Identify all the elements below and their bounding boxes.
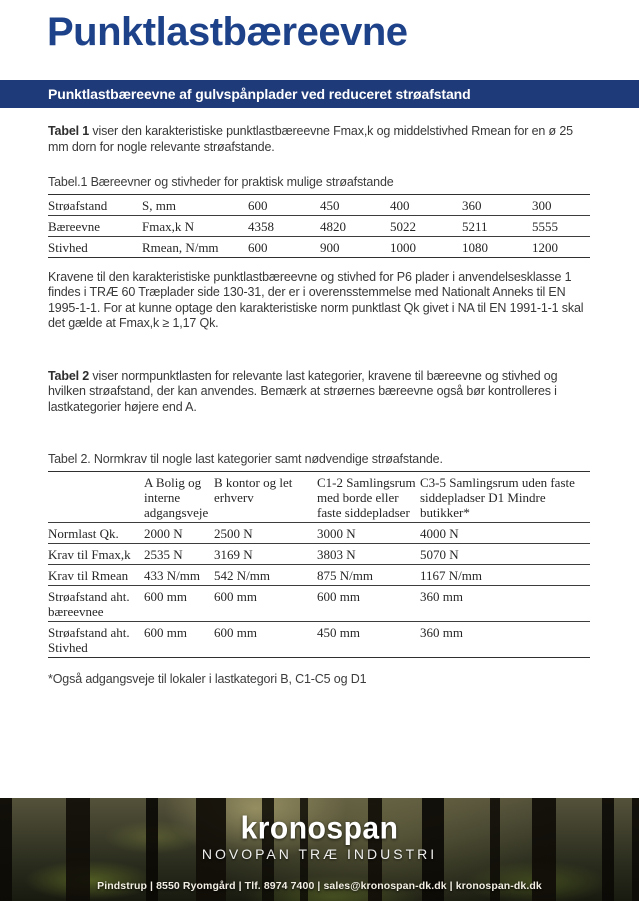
table2-caption: Tabel 2. Normkrav til nogle last kategorier samt nødvendige strøafstande. bbox=[48, 452, 443, 466]
table-cell: 4820 bbox=[320, 215, 390, 236]
table-header-cell: A Bolig og interne adgangsveje bbox=[144, 471, 214, 522]
table-cell: 4000 N bbox=[420, 522, 590, 543]
table-cell: 360 bbox=[462, 194, 532, 215]
table-cell: 2500 N bbox=[214, 522, 317, 543]
table-cell: 5211 bbox=[462, 215, 532, 236]
table-cell: 600 mm bbox=[144, 624, 187, 640]
table-header-cell: B kontor og let erhverv bbox=[214, 471, 317, 522]
table-cell: 4358 bbox=[248, 215, 320, 236]
table-cell: 1200 bbox=[532, 239, 558, 255]
table-header-cell bbox=[48, 471, 144, 522]
document-body bbox=[48, 124, 590, 687]
table-cell: Krav til Fmax,k bbox=[48, 543, 144, 564]
paragraph-tabel2 bbox=[48, 369, 590, 416]
table-cell: 1167 N/mm bbox=[420, 564, 590, 585]
table-cell: 450 bbox=[320, 194, 390, 215]
table-cell: 360 mm bbox=[420, 585, 590, 621]
table-cell: 3169 N bbox=[214, 543, 317, 564]
intro-text: viser den karakteristiske punktlastbæreevne Fmax,k og middelstivhed Rmean for en ø 25 mm dorn for nogle relevante strøafstande. bbox=[48, 124, 573, 154]
table-cell: 600 mm bbox=[214, 585, 317, 621]
table-cell: 600 mm bbox=[144, 585, 214, 621]
table-cell: 3803 N bbox=[317, 543, 420, 564]
table-cell: Strøafstand bbox=[48, 194, 142, 215]
table-cell: 1000 bbox=[390, 239, 416, 255]
table2-footnote: *Også adgangsveje til lokaler i lastkategori B, C1-C5 og D1 bbox=[48, 671, 367, 686]
table-cell: 360 mm bbox=[420, 624, 463, 640]
table-cell: 900 bbox=[320, 239, 340, 255]
table-header-cell: C3-5 Samlingsrum uden faste siddepladser D1 Mindre butikker* bbox=[420, 471, 590, 522]
table-cell: 542 N/mm bbox=[214, 564, 317, 585]
table-cell: 400 bbox=[390, 194, 462, 215]
table-cell: 450 mm bbox=[317, 624, 360, 640]
intro-lead: Tabel 1 bbox=[48, 124, 90, 138]
table-cell: Bæreevne bbox=[48, 215, 142, 236]
paragraph-krav: Kravene til den karakteristiske punktlastbæreevne og stivhed for P6 plader i anvendelsesklasse 1 findes i TRÆ 60 Træplader side 130-31, der er i overensstemmelse med Nationalt Anneks til EN 1995-1-1. For at kunne optage den karakteristiske norm punktlast Qk givet i NA til EN 1991-1-1 skal det gælde at Fmax,k ≥ 1,17 Qk. bbox=[48, 269, 584, 330]
table1-caption: Tabel.1 Bæreevner og stivheder for praktisk mulige strøafstande bbox=[48, 175, 394, 189]
table-cell: Strøafstand aht. Stivhed bbox=[48, 624, 130, 655]
table2 bbox=[48, 471, 590, 658]
table-cell: Strøafstand aht. bæreevnee bbox=[48, 585, 144, 621]
table-cell: 5555 bbox=[532, 215, 590, 236]
table-cell: S, mm bbox=[142, 194, 248, 215]
table-cell: 1080 bbox=[462, 239, 488, 255]
table-cell: 2535 N bbox=[144, 543, 214, 564]
table-cell: 2000 N bbox=[144, 522, 214, 543]
kronospan-logo-text: kronospan bbox=[240, 811, 399, 846]
table-row bbox=[48, 236, 590, 257]
paragraph-tabel2-lead: Tabel 2 bbox=[48, 368, 90, 383]
table-cell: 5070 N bbox=[420, 543, 590, 564]
footer-contact: Pindstrup | 8550 Ryomgård | Tlf. 8974 7400 | sales@kronospan-dk.dk | kronospan-dk.dk bbox=[97, 880, 542, 892]
table-cell: 300 bbox=[532, 194, 590, 215]
page-title: Punktlastbæreevne bbox=[47, 10, 408, 54]
table-row bbox=[48, 543, 590, 564]
banner bbox=[0, 80, 639, 108]
table-row bbox=[48, 621, 590, 657]
table-cell: 5022 bbox=[390, 215, 462, 236]
table-cell: 600 mm bbox=[317, 585, 420, 621]
intro-paragraph bbox=[48, 124, 590, 155]
table-cell: Normlast Qk. bbox=[48, 522, 144, 543]
table-cell: 600 bbox=[248, 239, 268, 255]
table-row bbox=[48, 585, 590, 621]
table-cell: 433 N/mm bbox=[144, 564, 214, 585]
table-row bbox=[48, 194, 590, 215]
table-header-row bbox=[48, 471, 590, 522]
kronospan-logo bbox=[0, 811, 639, 862]
table-cell: Stivhed bbox=[48, 239, 88, 255]
table-row bbox=[48, 564, 590, 585]
table-cell: 600 bbox=[248, 194, 320, 215]
table-cell: Krav til Rmean bbox=[48, 564, 144, 585]
table-cell: 3000 N bbox=[317, 522, 420, 543]
banner-title: Punktlastbæreevne af gulvspånplader ved reduceret strøafstand bbox=[48, 86, 471, 102]
logo-subtitle: NOVOPAN TRÆ INDUSTRI bbox=[201, 846, 438, 862]
table-row bbox=[48, 215, 590, 236]
paragraph-tabel2-text: viser normpunktlasten for relevante last kategorier, kravene til bæreevne og stivhed og hvilken strøafstand, der kan anvendes. Bemærk at strøernes bæreevne også bør kontrolleres i lastkategorier højere end A. bbox=[48, 368, 558, 414]
table-cell: Rmean, N/mm bbox=[142, 239, 219, 255]
table1 bbox=[48, 194, 590, 258]
table-cell: 875 N/mm bbox=[317, 564, 420, 585]
footer-image bbox=[0, 798, 639, 901]
table-cell: 600 mm bbox=[214, 624, 257, 640]
table-header-cell: C1-2 Samlingsrum med borde eller faste siddepladser bbox=[317, 471, 420, 522]
table-cell: Fmax,k N bbox=[142, 215, 248, 236]
table-row bbox=[48, 522, 590, 543]
